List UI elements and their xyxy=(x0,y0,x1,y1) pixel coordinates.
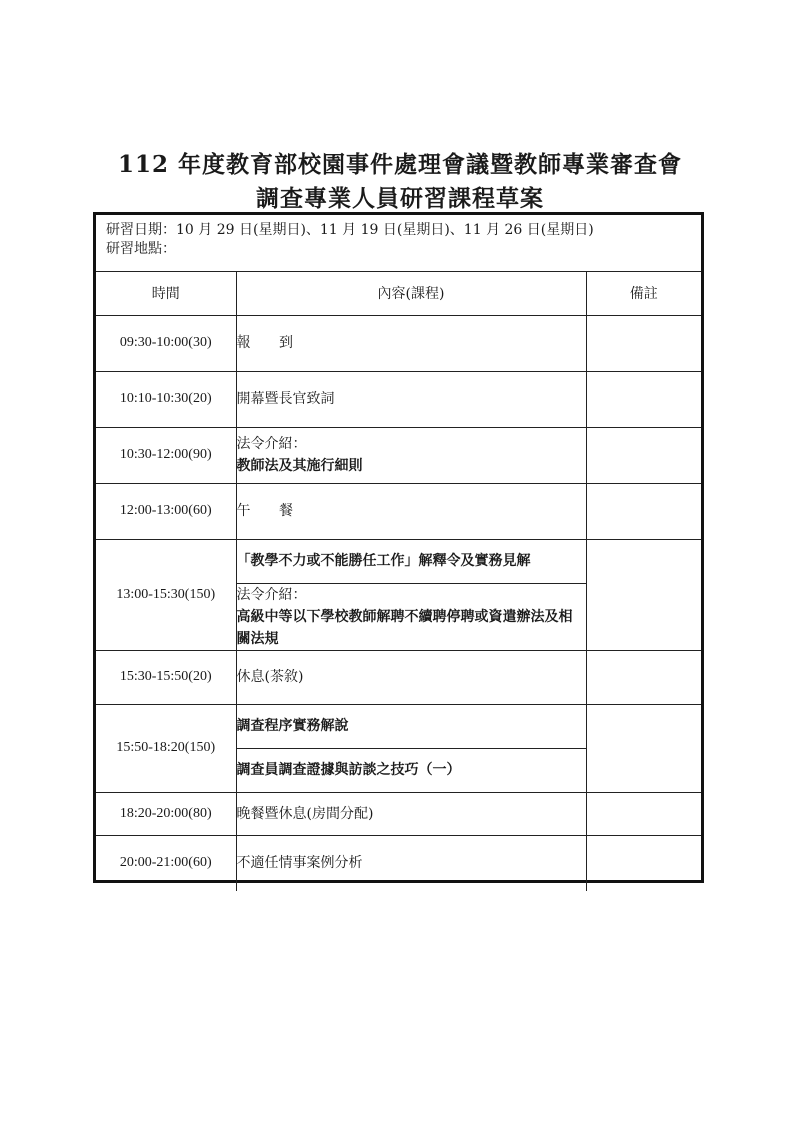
content-heading: 法令介紹： xyxy=(236,436,307,452)
row-content: 調查員調查證據與訪談之技巧（一） xyxy=(236,748,586,792)
schedule-frame xyxy=(93,212,704,883)
row-content: 午 餐 xyxy=(236,483,586,539)
header-content: 內容(課程) xyxy=(236,272,586,315)
row-content: 報 到 xyxy=(236,315,586,371)
schedule-table xyxy=(96,272,701,891)
row-time: 10:10-10:30(20) xyxy=(96,371,236,427)
row-note xyxy=(586,704,701,792)
info-section xyxy=(96,215,701,272)
row-content xyxy=(236,583,586,650)
training-dates: 研習日期：10 月 29 日(星期日)、11 月 19 日(星期日)、11 月 26 日(星期日) xyxy=(106,222,594,238)
row-content: 不適任情事案例分析 xyxy=(236,835,586,891)
row-time: 12:00-13:00(60) xyxy=(96,483,236,539)
table-row xyxy=(96,792,701,835)
row-note xyxy=(586,371,701,427)
row-content: 「教學不力或不能勝任工作」解釋令及實務見解 xyxy=(236,539,586,583)
header-note: 備註 xyxy=(586,272,701,315)
table-row xyxy=(96,650,701,704)
document-subtitle: 調查專業人員研習課程草案 xyxy=(256,185,544,212)
row-note xyxy=(586,835,701,891)
row-note xyxy=(586,650,701,704)
row-content: 開幕暨長官致詞 xyxy=(236,371,586,427)
row-content xyxy=(236,427,586,483)
row-time: 20:00-21:00(60) xyxy=(96,835,236,891)
row-time: 15:50-18:20(150) xyxy=(96,704,236,792)
row-time: 10:30-12:00(90) xyxy=(96,427,236,483)
row-content: 休息(茶敘) xyxy=(236,650,586,704)
table-row xyxy=(96,427,701,483)
row-note xyxy=(586,539,701,650)
header-time: 時間 xyxy=(96,272,236,315)
content-heading: 法令介紹： xyxy=(236,586,307,603)
row-content: 晚餐暨休息(房間分配) xyxy=(236,792,586,835)
document-title: 112 年度教育部校園事件處理會議暨教師專業審查會 xyxy=(117,151,683,178)
row-time: 13:00-15:30(150) xyxy=(96,539,236,650)
table-header-row xyxy=(96,272,701,315)
table-row xyxy=(96,835,701,891)
row-content: 調查程序實務解說 xyxy=(236,704,586,748)
row-time: 15:30-15:50(20) xyxy=(96,650,236,704)
table-row xyxy=(96,315,701,371)
row-note xyxy=(586,427,701,483)
content-detail: 教師法及其施行細則 xyxy=(236,458,363,474)
row-time: 09:30-10:00(30) xyxy=(96,315,236,371)
training-location: 研習地點： xyxy=(106,241,176,257)
table-row xyxy=(96,371,701,427)
table-row xyxy=(96,704,701,748)
row-time: 18:20-20:00(80) xyxy=(96,792,236,835)
row-note xyxy=(586,315,701,371)
content-detail: 高級中等以下學校教師解聘不續聘停聘或資遣辦法及相關法規 xyxy=(236,608,573,647)
row-note xyxy=(586,483,701,539)
table-row xyxy=(96,539,701,583)
row-note xyxy=(586,792,701,835)
table-row xyxy=(96,483,701,539)
